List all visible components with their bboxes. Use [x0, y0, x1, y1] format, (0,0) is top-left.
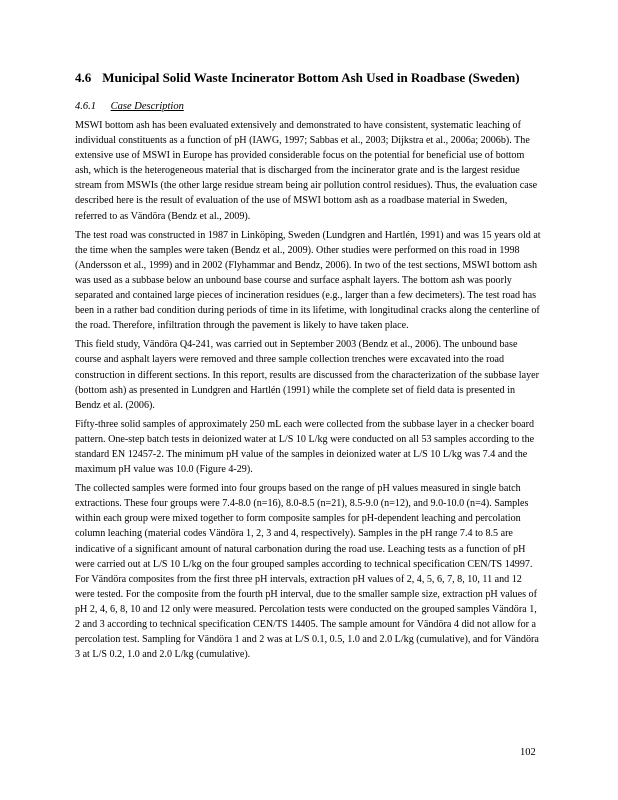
paragraph: MSWI bottom ash has been evaluated extensively and demonstrated to have consistent, systematic leaching of individual constituents as a function of pH (IAWG, 1997; Sabbas et al., 2003; Dijkstra et al., 2006a; 2006b). The extensive use of MSWI in Europe has provided considerable focus on the potential for beneficial use of bottom ash, which is the heterogeneous material that is discharged from the incinerator grate and is the largest residue stream from MSWIs (the other large residue stream being air pollution control residues). Thus, the evaluation case described here is the result of evaluation of the use of MSWI bottom ash as a roadbase material in Sweden, referred to as Vändöra (Bendz et al., 2009). [75, 120, 538, 222]
paragraph: Fifty‐three solid samples of approximately 250 mL each were collected from the subbase layer in a checker board pattern. One‐step batch tests in deionized water at L/S 10 L/kg were conducted on all 53 samples according to the standard EN 12457‐2. The minimum pH value of the samples in deionized water at L/S 10 L/kg was 7.4 and the maximum pH value was 10.0 (Figure 4‐29). [75, 418, 535, 476]
body-text [75, 118, 541, 666]
paragraph: This field study, Vändöra Q4‐241, was carried out in September 2003 (Bendz et al., 2006). The unbound base course and asphalt layers were removed and three sample collection trenches were excavated into the road construction in different sections. In this report, results are discussed from the characterization of the subbase layer (bottom ash) as presented in Lundgren and Hartlén (1991) while the complete set of field data is presented in Bendz et al. (2006). [75, 339, 539, 411]
subsection-title: Case Description [110, 101, 184, 112]
paragraph: The test road was constructed in 1987 in Linköping, Sweden (Lundgren and Hartlén, 1991) and was 15 years old at the time when the samples were taken (Bendz et al., 2009). Other studies were performed on this road in 1998 (Andersson et al., 1999) and in 2002 (Flyhammar and Bendz, 2006). In two of the test sections, MSWI bottom ash was used as a subbase below an unbound base course and surface asphalt layers. The bottom ash was poorly separated and contained large pieces of incineration residues (e.g., larger than a few decimeters). The test road has been in a rather bad condition during periods of time in its lifetime, with longitudinal cracks along the centerline of the road. Therefore, infiltration through the pavement is likely to have taken place. [75, 229, 541, 332]
page-number: 102 [520, 747, 536, 758]
section-heading [75, 70, 555, 86]
subsection-number: 4.6.1 [75, 101, 96, 112]
section-title: Municipal Solid Waste Incinerator Bottom Ash Used in Roadbase (Sweden) [102, 70, 520, 85]
paragraph: The collected samples were formed into four groups based on the range of pH values measured in single batch extractions. These four groups were 7.4‐8.0 (n=16), 8.0‐8.5 (n=21), 8.5‐9.0 (n=12), and 9.0‐10.0 (n=4). Samples within each group were mixed together to form composite samples for pH‐dependent leaching and percolation column leaching (material codes Vändöra 1, 2, 3 and 4, respectively). Samples in the pH range 7.4 to 8.5 are indicative of a significant amount of natural carbonation during the road use. Leaching tests as a function of pH were carried out at L/S 10 L/kg on the four grouped samples according to technical specification CEN/TS 14997. For Vändöra composites from the first three pH intervals, extraction pH values of 2, 4, 5, 6, 7, 8, 10, 11 and 12 were tested. For the composite from the fourth pH interval, due to the smaller sample size, extraction pH values of pH 2, 4, 6, 8, 10 and 12 only were measured. Percolation tests were conducted on the grouped samples Vändöra 1, 2 and 3 according to technical specification CEN/TS 14405. The sample amount for Vändöra 4 did not allow for a percolation test. Sampling for Vändöra 1 and 2 was at L/S 0.1, 0.5, 1.0 and 2.0 L/kg (cumulative), and for Vändöra 3 at L/S 0.2, 1.0 and 2.0 L/kg (cumulative). [75, 483, 539, 661]
section-number: 4.6 [75, 70, 92, 85]
subsection-heading [75, 100, 196, 114]
